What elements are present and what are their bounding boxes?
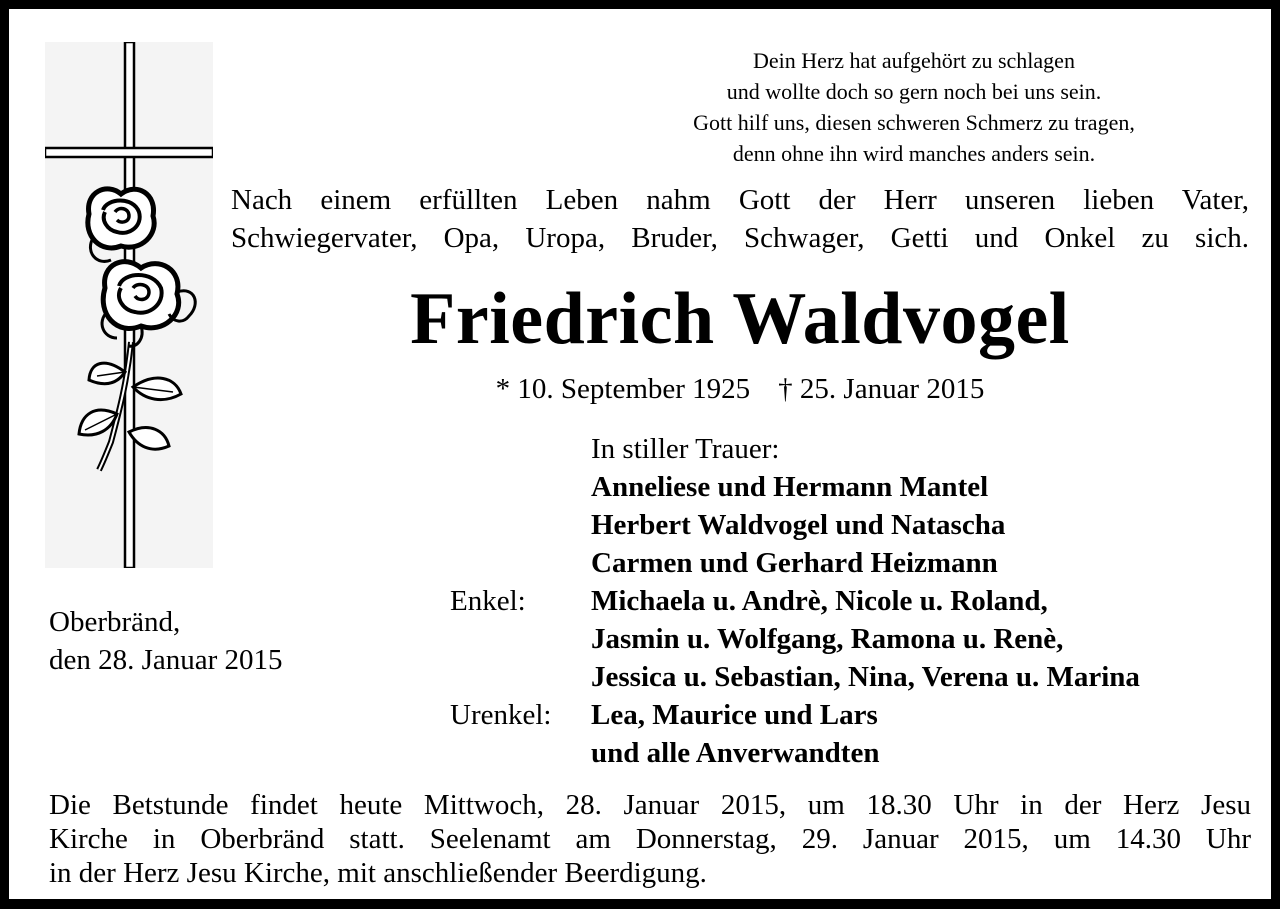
announcement-line: Nach einem erfüllten Leben nahm Gott der Herr unseren lieben Vater,: [231, 184, 1249, 216]
place: Oberbränd,: [49, 606, 181, 638]
mourners-list: [591, 430, 1140, 772]
service-line: Kirche in Oberbränd statt. Seelenamt am Donnerstag, 29. Januar 2015, um 14.30 Uhr: [49, 823, 1251, 855]
grandchildren-line: Michaela u. Andrè, Nicole u. Roland,: [591, 585, 1048, 617]
verse-line: Dein Herz hat aufgehört zu schlagen: [753, 48, 1075, 73]
family-member: Herbert Waldvogel und Natascha: [591, 509, 1006, 541]
cross-with-roses-icon: [45, 42, 213, 568]
death-date: † 25. Januar 2015: [778, 373, 985, 405]
deceased-name: Friedrich Waldvogel: [410, 278, 1070, 360]
grandchildren-line: Jasmin u. Wolfgang, Ramona u. Renè,: [591, 623, 1064, 655]
service-line: Die Betstunde findet heute Mittwoch, 28. Januar 2015, um 18.30 Uhr in der Herz Jesu: [49, 789, 1251, 821]
mourning-lead: In stiller Trauer:: [591, 433, 780, 465]
service-line: in der Herz Jesu Kirche, mit anschließender Beerdigung.: [49, 857, 707, 889]
grandchildren-label: Enkel:: [450, 585, 526, 617]
announcement-text: [231, 181, 1249, 257]
announcement-line: Schwiegervater, Opa, Uropa, Bruder, Schwager, Getti und Onkel zu sich.: [231, 222, 1249, 254]
verse-line: denn ohne ihn wird manches anders sein.: [732, 141, 1096, 166]
family-member: Anneliese und Hermann Mantel: [591, 471, 989, 503]
notice-date: den 28. Januar 2015: [49, 644, 283, 676]
grandchildren-line: Jessica u. Sebastian, Nina, Verena u. Marina: [591, 661, 1140, 693]
great-grandchildren-label: Urenkel:: [450, 699, 552, 731]
life-dates: [231, 370, 1249, 408]
great-grandchildren-line: Lea, Maurice und Lars: [591, 699, 878, 731]
family-member: Carmen und Gerhard Heizmann: [591, 547, 998, 579]
place-and-date: [49, 603, 283, 679]
verse-line: Gott hilf uns, diesen schweren Schmerz zu tragen,: [693, 110, 1135, 135]
memorial-verse: [649, 45, 1179, 169]
relatives-line: und alle Anverwandten: [591, 737, 880, 769]
service-information: [49, 788, 1251, 890]
verse-line: und wollte doch so gern noch bei uns sein.: [726, 79, 1102, 104]
birth-date: * 10. September 1925: [495, 373, 751, 405]
